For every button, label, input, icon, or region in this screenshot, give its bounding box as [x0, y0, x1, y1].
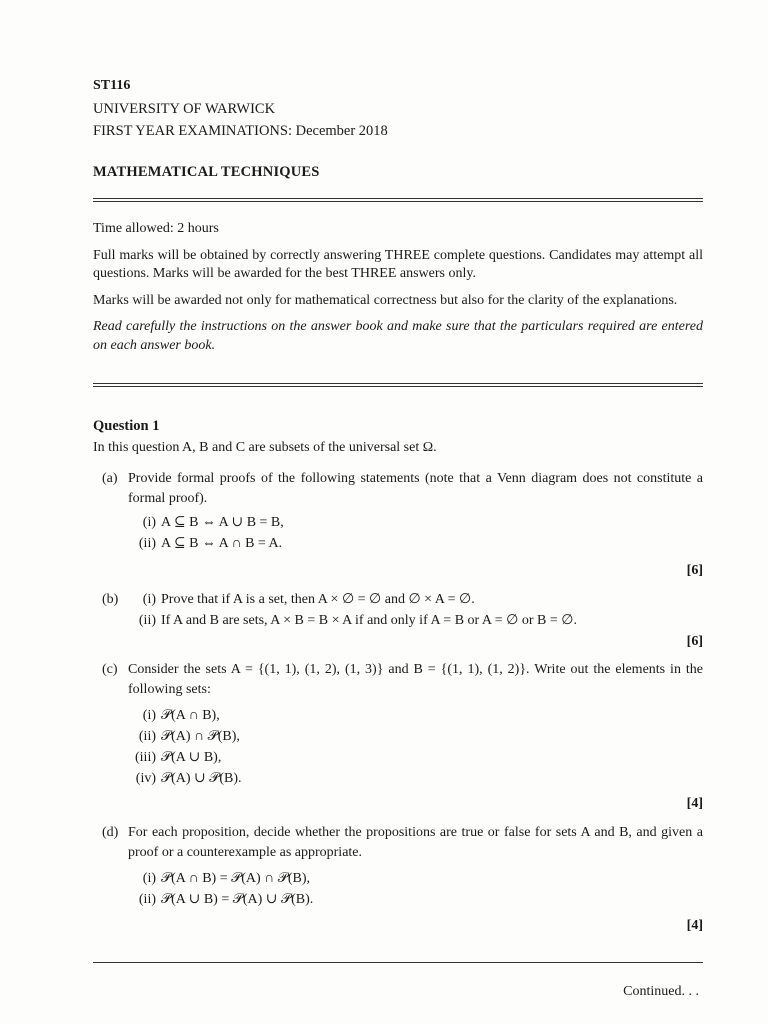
part-text: For each proposition, decide whether the propositions are true or false for sets A and B, and given a proof or a counterexample as appropriate.	[128, 825, 703, 860]
list-item: (ii) 𝒫(A ∪ B) = 𝒫(A) ∪ 𝒫(B).	[138, 892, 314, 907]
part-label: (a)	[102, 471, 118, 486]
list-item: (iii) 𝒫(A ∪ B),	[135, 750, 222, 765]
instructions-divider	[93, 383, 703, 387]
part-b	[93, 590, 703, 632]
part-label: (b)	[102, 592, 119, 607]
answer-book-note: Read carefully the instructions on the answer book and make sure that the particulars required are entered on each answer book.	[93, 319, 703, 353]
part-label: (d)	[102, 825, 119, 840]
part-d	[93, 823, 703, 911]
marks-d: [4]	[686, 918, 703, 933]
part-text: Consider the sets A = {(1, 1), (1, 2), (1, 3)} and B = {(1, 1), (1, 2)}. Write out the elements in the following sets:	[128, 662, 703, 697]
clarity-note: Marks will be awarded not only for mathematical correctness but also for the clarity of the explanations.	[93, 292, 678, 308]
part-a	[93, 469, 703, 555]
question-intro: In this question A, B and C are subsets of the universal set Ω.	[93, 440, 437, 455]
full-marks-note: Full marks will be obtained by correctly answering THREE complete questions. Candidates may attempt all questions. Marks will be awarded for the best THREE answers only.	[93, 247, 703, 281]
part-c	[93, 660, 703, 790]
university-name: UNIVERSITY OF WARWICK	[93, 101, 276, 117]
question-title: Question 1	[93, 418, 160, 434]
part-label: (c)	[102, 662, 118, 677]
header-divider	[93, 198, 703, 202]
list-item: (ii) A ⊆ B ⇔ A ∩ B = A.	[138, 536, 283, 551]
exam-line: FIRST YEAR EXAMINATIONS: December 2018	[93, 123, 388, 139]
list-item: (ii) If A and B are sets, A × B = B × A if and only if A = B or A = ∅ or B = ∅.	[138, 613, 577, 628]
list-item: (ii) 𝒫(A) ∩ 𝒫(B),	[138, 729, 240, 744]
continued-note: Continued. . .	[623, 984, 699, 999]
instructions	[93, 220, 703, 363]
list-item: (i) 𝒫(A ∩ B),	[142, 708, 220, 723]
list-item: (i) A ⊆ B ⇔ A ∪ B = B,	[142, 515, 284, 530]
list-item: (iv) 𝒫(A) ∪ 𝒫(B).	[135, 771, 242, 786]
time-allowed: Time allowed: 2 hours	[93, 221, 219, 236]
part-text: Provide formal proofs of the following statements (note that a Venn diagram does not constitute a formal proof).	[128, 471, 703, 506]
course-code: ST116	[93, 78, 131, 93]
list-item: (i) 𝒫(A ∩ B) = 𝒫(A) ∩ 𝒫(B),	[142, 871, 310, 886]
footer-divider	[93, 962, 703, 963]
marks-a: [6]	[686, 563, 703, 578]
marks-b: [6]	[686, 634, 703, 649]
subject-title: MATHEMATICAL TECHNIQUES	[93, 164, 320, 180]
marks-c: [4]	[686, 796, 703, 811]
list-item: (i) Prove that if A is a set, then A × ∅ = ∅ and ∅ × A = ∅.	[142, 592, 475, 607]
